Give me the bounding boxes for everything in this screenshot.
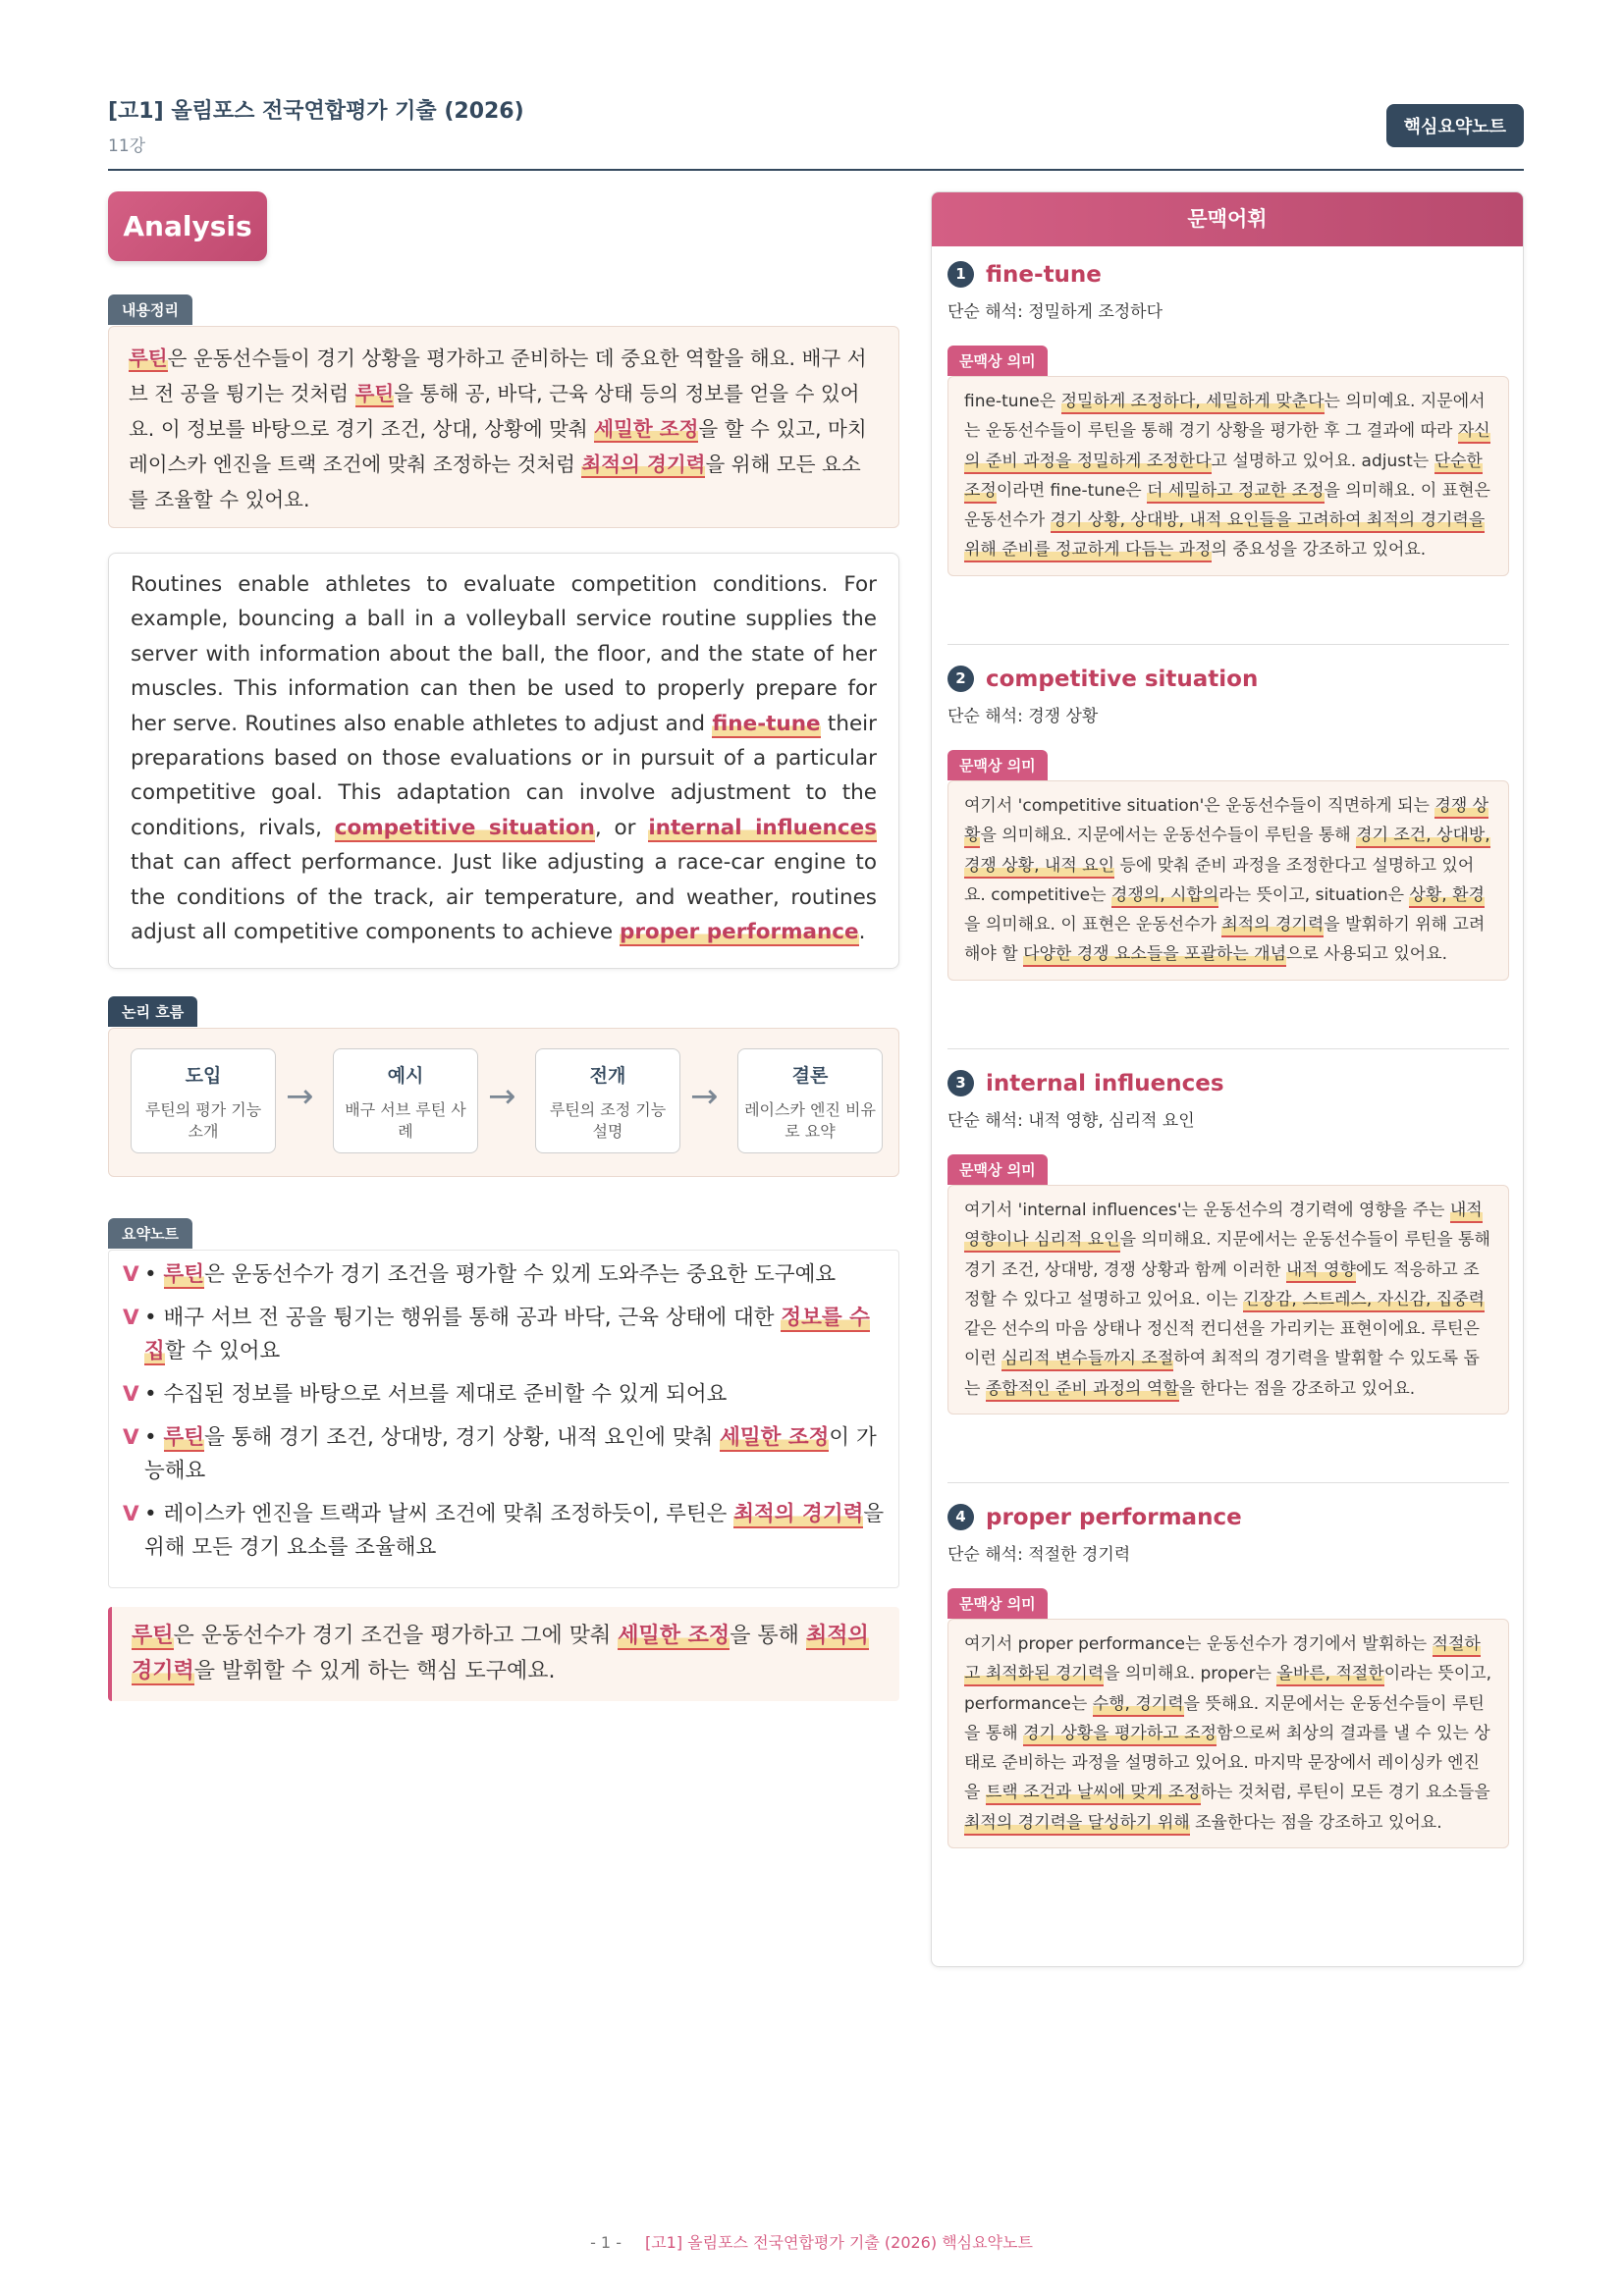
english-passage — [108, 553, 899, 969]
meaning-text: 의 중요성을 강조하고 있어요. — [1211, 540, 1427, 561]
meaning-highlight: 다양한 경쟁 요소들을 포괄하는 개념 — [1023, 944, 1286, 967]
note-item — [123, 1378, 885, 1412]
divider — [947, 644, 1509, 645]
context-meaning-box — [947, 780, 1509, 981]
meaning-text: 을 의미해요. 이 표현은 운동선수가 — [964, 915, 1222, 935]
flow-step — [535, 1048, 680, 1153]
keyword-highlight: 세밀한 조정 — [594, 417, 699, 441]
passage-text: . — [858, 920, 866, 945]
vocab-head — [947, 1070, 1509, 1096]
meaning-highlight: 자신의 준비 과정을 정밀하게 조정한다 — [964, 421, 1490, 473]
meaning-text: fine-tune은 — [964, 392, 1061, 411]
meaning-text: 같은 선수의 마음 상태나 정신적 컨디션을 가리키는 표현이에요. 루틴은 이런 — [964, 1319, 1480, 1369]
meaning-text: 을 뜻해요. 지문에서는 운동선수들이 루틴을 통해 — [964, 1693, 1485, 1743]
check-mark-icon: V — [123, 1425, 139, 1450]
page-header — [108, 94, 1524, 171]
meaning-text: 등에 맞춰 준비 과정을 조정한다고 설명하고 있어요. competitive는 — [964, 855, 1475, 905]
flow-step — [737, 1048, 883, 1153]
note-text: • — [144, 1262, 164, 1287]
analysis-heading: Analysis — [108, 191, 267, 261]
vocab-word: internal influences — [986, 1070, 1224, 1096]
vocab-number: 1 — [947, 261, 974, 288]
keyword-highlight: 루틴 — [354, 382, 395, 405]
flow-step — [131, 1048, 276, 1153]
meaning-text: 라는 뜻이고, situation은 — [1218, 884, 1410, 905]
summary-text: 을 할 수 있고, 마치 레이스카 엔진을 트랙 조건에 맞춰 조정하는 것처럼 — [129, 417, 867, 476]
meaning-highlight: 최적의 경기력을 달성하기 위해 — [964, 1813, 1190, 1836]
note-item — [123, 1421, 885, 1488]
lesson-label: 11강 — [108, 136, 146, 156]
vocab-simple-meaning: 단순 해석: 내적 영향, 심리적 요인 — [947, 1111, 1195, 1131]
meaning-text: 을 한다는 점을 강조하고 있어요. — [1178, 1378, 1416, 1399]
meaning-text: 조율한다는 점을 강조하고 있어요. — [1189, 1812, 1442, 1833]
meaning-highlight: 경기 상황, 상대방, 내적 요인들을 고려하여 최적의 경기력을 위해 준비를 정교하게 다듬는 과정 — [964, 510, 1485, 562]
document-title: [고1] 올림포스 전국연합평가 기출 (2026) — [108, 99, 524, 124]
note-item — [123, 1258, 885, 1292]
context-meaning-tag: 문맥상 의미 — [947, 1154, 1048, 1185]
korean-summary — [108, 326, 899, 528]
keyword-highlight: 루틴 — [163, 1262, 205, 1287]
check-mark-icon: V — [123, 1306, 139, 1330]
vocab-number: 3 — [947, 1070, 974, 1096]
meaning-highlight: 더 세밀하고 정교한 조정 — [1147, 481, 1324, 504]
meaning-text: 을 의미해요. 지문에서는 운동선수들이 루틴을 통해 — [980, 826, 1357, 846]
meaning-text: 하는 것처럼, 루틴이 모든 경기 요소들을 — [1200, 1783, 1490, 1803]
keyword-highlight: 정보를 수집 — [144, 1306, 870, 1363]
meaning-text: 을 의미해요. 이 표현은 운동선수가 — [964, 480, 1490, 531]
summary-text: 을 위해 모든 요소를 조율할 수 있어요. — [129, 453, 861, 511]
flow-step-title: 도입 — [185, 1065, 222, 1087]
context-meaning-box — [947, 1185, 1509, 1415]
keyword-internal-influences: internal influences — [648, 815, 877, 840]
context-vocabulary-panel — [931, 191, 1524, 1967]
keyword-highlight: 루틴 — [132, 1624, 174, 1648]
passage-text: their preparations based on those evaluations or in pursuit of a particular competitive goal. This adaptation can involve adjustment to the conditions, rivals, — [131, 711, 877, 840]
flow-step-title: 결론 — [791, 1065, 829, 1087]
meaning-highlight: 심리적 변수들까지 조절 — [1001, 1349, 1173, 1371]
note-text: • 수집된 정보를 바탕으로 서브를 제대로 준비할 수 있게 되어요 — [144, 1382, 728, 1407]
vocab-panel-title: 문맥어휘 — [932, 192, 1523, 246]
meaning-text: 는 의미예요. 지문에서는 운동선수들이 루틴을 통해 경기 상황을 평가한 후 그 결과에 따라 — [964, 392, 1486, 442]
vocab-head — [947, 261, 1509, 288]
meaning-highlight: 적절하고 최적화된 경기력 — [964, 1634, 1481, 1686]
note-text: • — [144, 1425, 164, 1450]
context-meaning-tag: 문맥상 의미 — [947, 750, 1048, 780]
vocab-simple-meaning: 단순 해석: 경쟁 상황 — [947, 707, 1099, 726]
vocab-number: 4 — [947, 1504, 974, 1530]
keyword-highlight: 루틴 — [163, 1425, 205, 1450]
meaning-text: 을 발휘하기 위해 고려해야 할 — [964, 915, 1486, 965]
arrow-right-icon: → — [488, 1077, 516, 1116]
vocab-entry — [947, 1070, 1509, 1415]
check-mark-icon: V — [123, 1382, 139, 1407]
meaning-highlight: 올바른, 적절한 — [1276, 1664, 1383, 1686]
meaning-text: 을 의미해요. 지문에서는 운동선수들이 루틴을 통해 경기 조건, 상대방, 경쟁 상황과 함께 이러한 — [964, 1230, 1490, 1280]
meaning-text: 으로 사용되고 있어요. — [1286, 944, 1448, 965]
note-text: • 레이스카 엔진을 트랙과 날씨 조건에 맞춰 조정하듯이, 루틴은 — [144, 1502, 734, 1526]
context-meaning-box — [947, 1619, 1509, 1848]
meaning-text: 여기서 proper performance는 운동선수가 경기에서 발휘하는 — [964, 1634, 1433, 1654]
meaning-highlight: 트랙 조건과 날씨에 맞게 조정 — [986, 1783, 1201, 1805]
vocab-entry — [947, 666, 1509, 981]
meaning-text: 이라는 뜻이고, performance는 — [964, 1664, 1492, 1714]
keyword-highlight: 최적의 경기력 — [733, 1502, 864, 1526]
keyword-highlight: 최적의 경기력 — [581, 453, 706, 476]
meaning-text: 에도 적응하고 조정할 수 있다고 설명하고 있어요. 이는 — [964, 1259, 1480, 1309]
meaning-text: 여기서 'competitive situation'은 운동선수들이 직면하게 되는 — [964, 796, 1435, 816]
keyword-fine-tune: fine-tune — [712, 711, 821, 736]
keyword-highlight: 세밀한 조정 — [720, 1425, 830, 1450]
note-text: 이 가능해요 — [144, 1425, 877, 1483]
meaning-highlight: 단순한 조정 — [964, 452, 1483, 504]
vocab-simple-meaning: 단순 해석: 적절한 경기력 — [947, 1545, 1131, 1565]
key-takeaway — [108, 1607, 899, 1701]
flow-step-desc: 레이스카 엔진 비유로 요약 — [744, 1100, 876, 1141]
takeaway-text: 을 통해 — [730, 1624, 806, 1648]
vocab-word: competitive situation — [986, 666, 1259, 692]
note-type-badge: 핵심요약노트 — [1386, 104, 1524, 147]
footer-title: [고1] 올림포스 전국연합평가 기출 (2026) 핵심요약노트 — [644, 2233, 1033, 2252]
summary-tag: 내용정리 — [108, 294, 192, 325]
meaning-text: 이라면 fine-tune은 — [996, 480, 1148, 501]
vocab-number: 2 — [947, 666, 974, 692]
divider — [947, 1048, 1509, 1049]
meaning-highlight: 종합적인 준비 과정의 역할 — [986, 1379, 1179, 1402]
keyword-highlight: 최적의 경기력 — [132, 1624, 869, 1683]
vocab-simple-meaning: 단순 해석: 정밀하게 조정하다 — [947, 302, 1163, 322]
meaning-highlight: 긴장감, 스트레스, 자신감, 집중력 — [1243, 1290, 1485, 1312]
vocab-entry — [947, 261, 1509, 576]
meaning-highlight: 내적 영향 — [1286, 1260, 1356, 1283]
meaning-highlight: 정밀하게 조정하다, 세밀하게 맞춘다 — [1061, 392, 1325, 414]
vocab-word: proper performance — [986, 1504, 1242, 1530]
arrow-right-icon: → — [690, 1077, 719, 1116]
arrow-right-icon: → — [286, 1077, 314, 1116]
context-meaning-tag: 문맥상 의미 — [947, 346, 1048, 376]
meaning-highlight: 경기 상황을 평가하고 조정 — [1023, 1724, 1217, 1746]
meaning-text: 고 설명하고 있어요. adjust는 — [1211, 451, 1434, 471]
meaning-highlight: 경기 조건, 상대방, 경쟁 상황, 내적 요인 — [964, 826, 1490, 878]
meaning-text: 하여 최적의 경기력을 발휘할 수 있도록 돕는 — [964, 1349, 1480, 1399]
note-item — [123, 1302, 885, 1368]
note-text: 을 위해 모든 경기 요소를 조율해요 — [144, 1502, 885, 1560]
page-number: - 1 - — [590, 2233, 622, 2252]
meaning-highlight: 상황, 환경 — [1409, 885, 1485, 908]
passage-text: that can affect performance. Just like adjusting a race-car engine to the conditions of the track, air temperature, and weather, routines adjust all competitive components to achieve — [131, 850, 877, 945]
note-text: 할 수 있어요 — [164, 1339, 281, 1363]
meaning-highlight: 경쟁 상황 — [964, 796, 1488, 848]
vocab-head — [947, 1504, 1509, 1530]
meaning-text: 여기서 'internal influences'는 운동선수의 경기력에 영향을 주는 — [964, 1201, 1450, 1220]
meaning-highlight: 최적의 경기력 — [1221, 915, 1324, 937]
meaning-highlight: 내적 영향이나 심리적 요인 — [964, 1201, 1483, 1253]
note-text: • 배구 서브 전 공을 튕기는 행위를 통해 공과 바닥, 근육 상태에 대한 — [144, 1306, 782, 1330]
meaning-highlight: 수행, 경기력 — [1093, 1694, 1184, 1717]
note-text: 을 통해 경기 조건, 상대방, 경기 상황, 내적 요인에 맞춰 — [204, 1425, 721, 1450]
notes-tag: 요약노트 — [108, 1218, 192, 1249]
divider — [947, 1482, 1509, 1483]
meaning-text: 을 의미해요. proper는 — [1104, 1664, 1277, 1684]
flow-tag: 논리 흐름 — [108, 996, 197, 1027]
check-mark-icon: V — [123, 1502, 139, 1526]
keyword-competitive-situation: competitive situation — [334, 815, 595, 840]
takeaway-text: 은 운동선수가 경기 조건을 평가하고 그에 맞춰 — [173, 1624, 619, 1648]
vocab-word: fine-tune — [986, 261, 1102, 288]
keyword-highlight: 루틴 — [129, 347, 168, 370]
meaning-highlight: 경쟁의, 시합의 — [1111, 885, 1218, 908]
summary-text: 을 통해 공, 바닥, 근육 상태 등의 정보를 얻을 수 있어요. 이 정보를 바탕으로 경기 조건, 상대, 상황에 맞춰 — [129, 382, 860, 441]
context-meaning-box — [947, 376, 1509, 576]
flow-step-desc: 배구 서브 루틴 사례 — [345, 1100, 466, 1141]
meaning-text: 함으로써 최상의 결과를 낼 수 있는 상태로 준비하는 과정을 설명하고 있어요. 마지막 문장에서 레이싱카 엔진을 — [964, 1723, 1490, 1803]
check-mark-icon: V — [123, 1262, 139, 1287]
flow-step-desc: 루틴의 조정 기능 설명 — [549, 1100, 667, 1141]
passage-text: Routines enable athletes to evaluate competition conditions. For example, bouncing a ball in a volleyball service routine supplies the server with information about the ball, the floor, and the state of her muscles. This information can then be used to properly prepare for her serve. Routines also enable athletes to adjust and — [131, 572, 877, 736]
note-text: 은 운동선수가 경기 조건을 평가할 수 있게 도와주는 중요한 도구예요 — [204, 1262, 837, 1287]
summary-text: 은 운동선수들이 경기 상황을 평가하고 준비하는 데 중요한 역할을 해요. 배구 서브 전 공을 튕기는 것처럼 — [129, 347, 867, 405]
logic-flow — [108, 1028, 899, 1177]
keyword-highlight: 세밀한 조정 — [618, 1624, 730, 1648]
keyword-proper-performance: proper performance — [619, 920, 859, 945]
summary-notes — [108, 1250, 899, 1588]
vocab-entry — [947, 1504, 1509, 1848]
note-item — [123, 1498, 885, 1565]
context-meaning-tag: 문맥상 의미 — [947, 1588, 1048, 1619]
page-footer — [0, 2230, 1623, 2253]
flow-step-title: 예시 — [387, 1065, 424, 1087]
flow-step — [333, 1048, 478, 1153]
flow-step-title: 전개 — [589, 1065, 626, 1087]
flow-step-desc: 루틴의 평가 기능 소개 — [144, 1100, 262, 1141]
takeaway-text: 을 발휘할 수 있게 하는 핵심 도구예요. — [193, 1659, 556, 1683]
passage-text: , or — [594, 815, 649, 840]
vocab-head — [947, 666, 1509, 692]
